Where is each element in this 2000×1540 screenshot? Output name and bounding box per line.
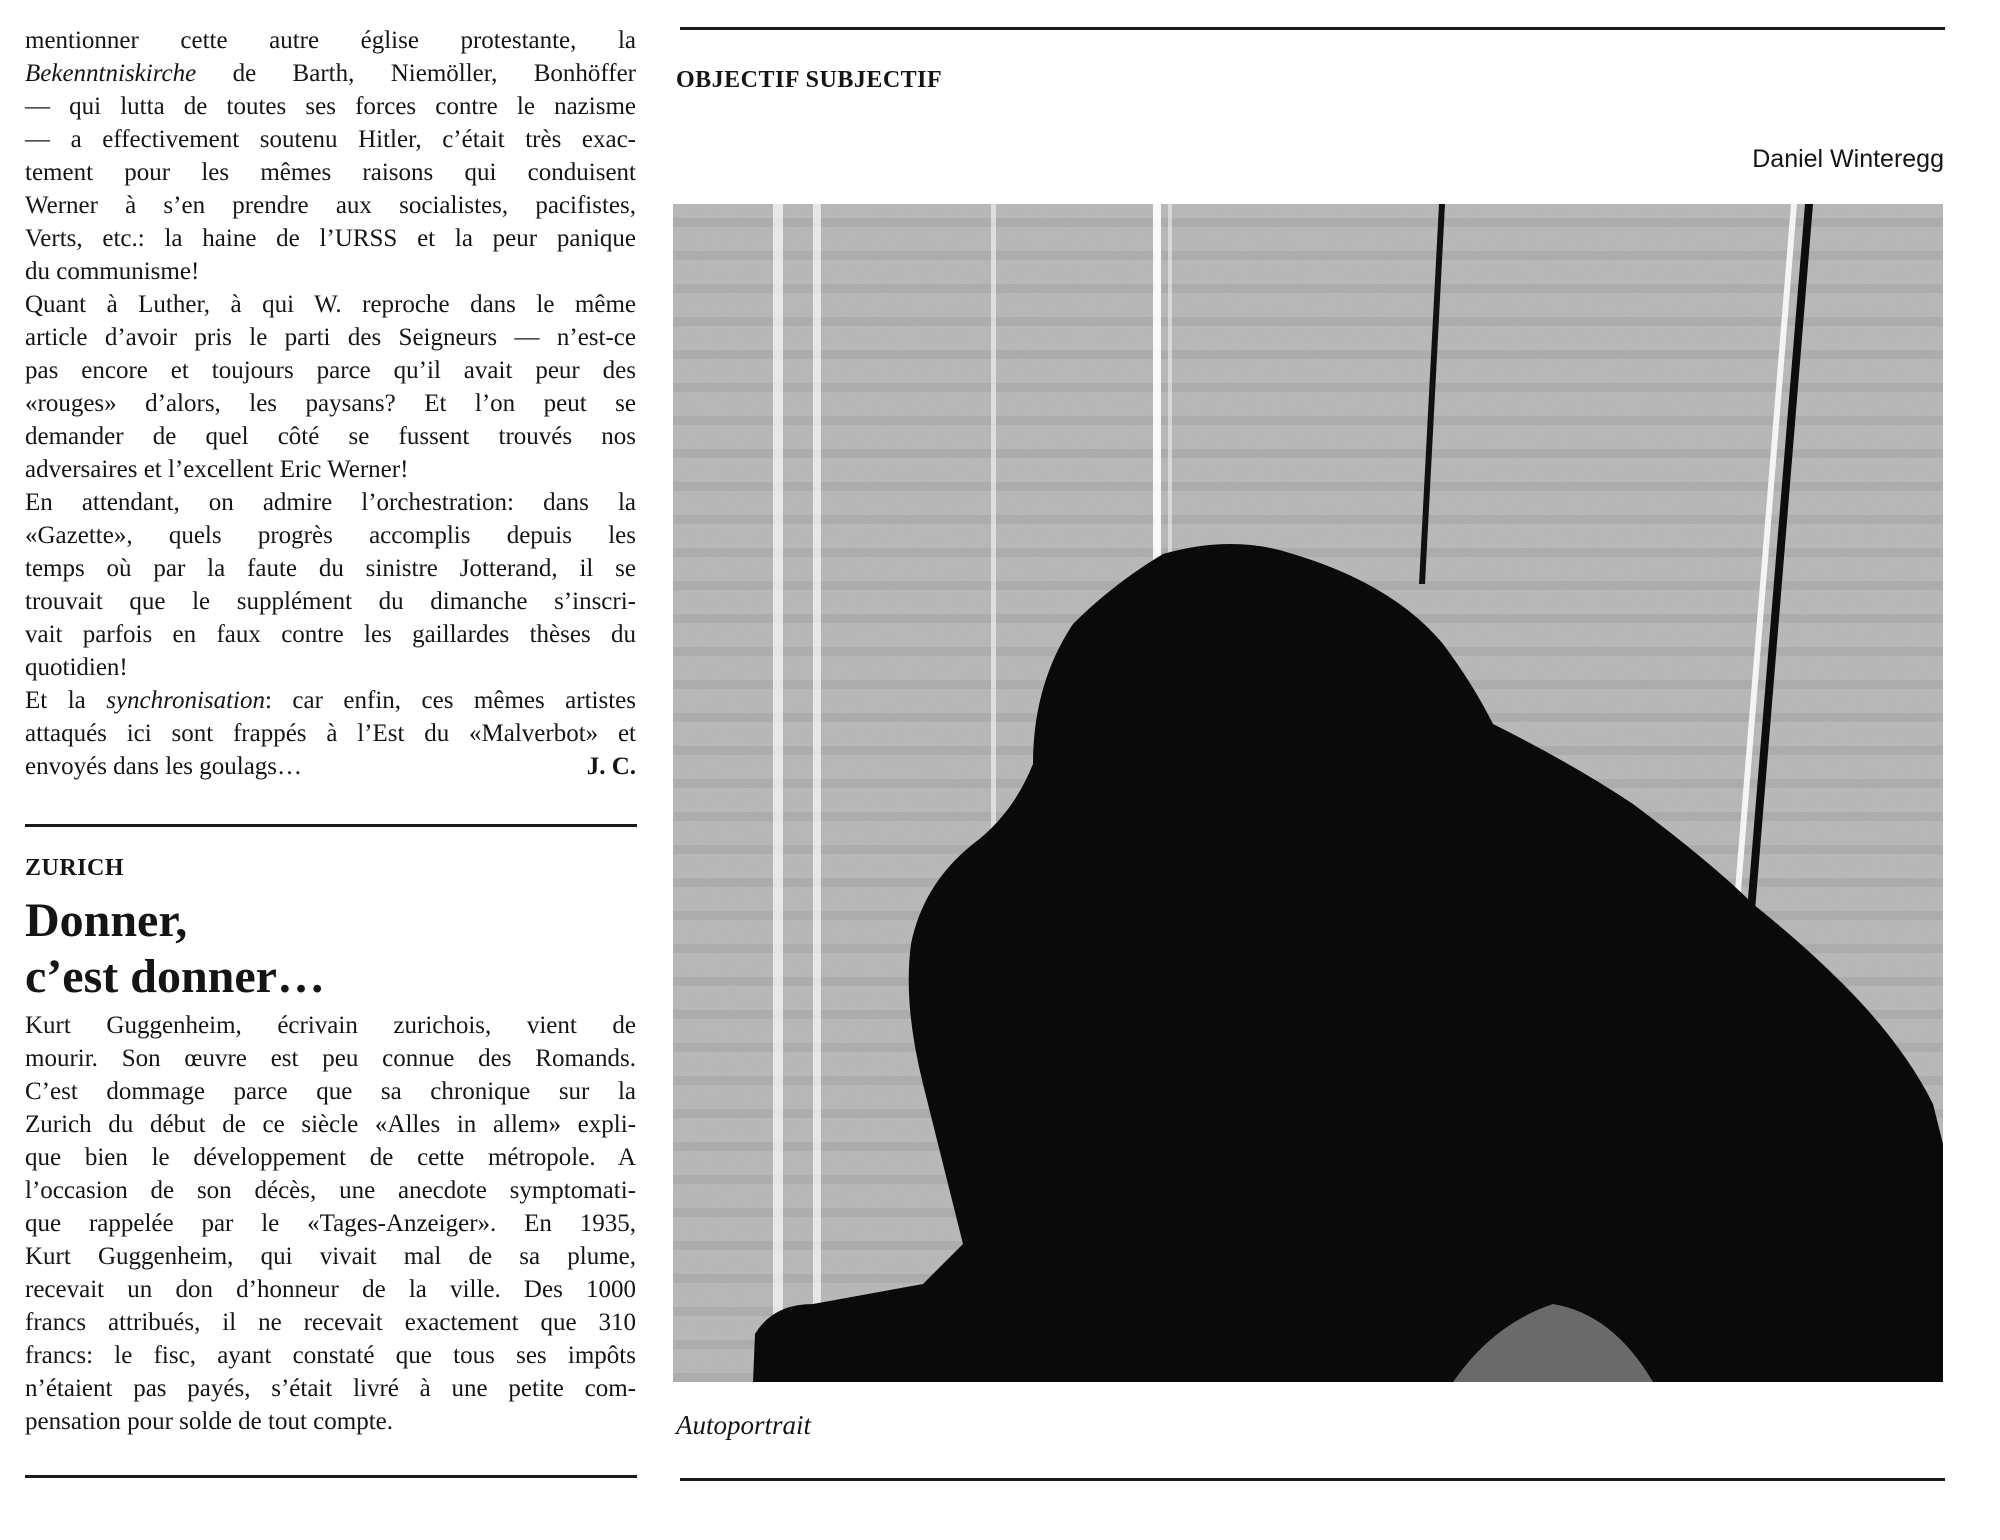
paragraph-line: — qui lutta de toutes ses forces contre le nazisme	[25, 93, 636, 120]
italic-term: Bekenntniskirche	[25, 60, 197, 87]
section-top-rule	[680, 27, 1945, 30]
paragraph-line: Werner à s’en prendre aux socialistes, pacifistes,	[25, 192, 636, 219]
article-line: que rappelée par le «Tages-Anzeiger». En 1935,	[25, 1210, 636, 1237]
article-line: que bien le développement de cette métropole. A	[25, 1144, 636, 1171]
paragraph-line: «Gazette», quels progrès accomplis depuis les	[25, 522, 636, 549]
paragraph-text: envoyés dans les goulags…	[25, 753, 303, 780]
article-line: Kurt Guggenheim, écrivain zurichois, vient de	[25, 1012, 636, 1039]
paragraph-line: article d’avoir pris le parti des Seigneurs — n’est-ce	[25, 324, 636, 351]
article-line: C’est dommage parce que sa chronique sur la	[25, 1078, 636, 1105]
author-signature: J. C.	[586, 753, 636, 780]
italic-term: synchronisation	[106, 687, 266, 714]
article-line: francs: le fisc, ayant constaté que tous ses impôts	[25, 1342, 636, 1369]
paragraph-line: Quant à Luther, à qui W. reproche dans le même	[25, 291, 636, 318]
article-line: Kurt Guggenheim, qui vivait mal de sa plume,	[25, 1243, 636, 1270]
paragraph-line: mentionner cette autre église protestante, la	[25, 27, 636, 54]
article-headline	[25, 893, 636, 1005]
paragraph-line: attaqués ici sont frappés à l’Est du «Malverbot» et	[25, 720, 636, 747]
light-streak	[773, 204, 783, 1334]
article-line: Zurich du début de ce siècle «Alles in allem» expli-	[25, 1111, 636, 1138]
paragraph-line: adversaires et l’excellent Eric Werner!	[25, 456, 409, 483]
article-line: pensation pour solde de tout compte.	[25, 1408, 393, 1435]
article-line: mourir. Son œuvre est peu connue des Romands.	[25, 1045, 636, 1072]
photo-caption: Autoportrait	[676, 1410, 812, 1440]
headline-line: Donner,	[25, 894, 188, 947]
paragraph-line	[25, 684, 636, 717]
letter-continuation	[25, 24, 636, 783]
section-kicker-zurich: ZURICH	[25, 855, 125, 881]
paragraph-text: Et la	[25, 687, 86, 714]
column-bottom-rule	[25, 1475, 637, 1478]
photo-byline: Daniel Winteregg	[1752, 145, 1944, 173]
article-line: recevait un don d’honneur de la ville. Des 1000	[25, 1276, 636, 1303]
paragraph-line: «rouges» d’alors, les paysans? Et l’on peut se	[25, 390, 636, 417]
paragraph-line	[25, 57, 636, 90]
article-line: francs attribués, il ne recevait exactement que 310	[25, 1309, 636, 1336]
article-line: l’occasion de son décès, une anecdote symptomati-	[25, 1177, 636, 1204]
paragraph-line: temps où par la faute du sinistre Jotterand, il se	[25, 555, 636, 582]
paragraph-line: demander de quel côté se fussent trouvés nos	[25, 423, 636, 450]
headline-line: c’est donner…	[25, 950, 325, 1003]
paragraph-line: du communisme!	[25, 258, 200, 285]
article-line: n’étaient pas payés, s’était livré à une petite com-	[25, 1375, 636, 1402]
paragraph-text: : car enfin, ces mêmes artistes	[265, 687, 636, 714]
paragraph-line: pas encore et toujours parce qu’il avait peur des	[25, 357, 636, 384]
self-portrait-photo	[673, 204, 1943, 1382]
paragraph-line: En attendant, on admire l’orchestration: dans la	[25, 489, 636, 516]
section-kicker-objectif: OBJECTIF SUBJECTIF	[676, 67, 943, 93]
paragraph-line: Verts, etc.: la haine de l’URSS et la peur panique	[25, 225, 636, 252]
paragraph-text: de Barth, Niemöller, Bonhöffer	[232, 60, 636, 87]
section-bottom-rule	[680, 1478, 1945, 1481]
closing-line	[25, 750, 636, 783]
light-streak	[1153, 204, 1161, 564]
paragraph-line: quotidien!	[25, 654, 128, 681]
light-streak	[813, 204, 821, 1324]
column-divider-rule	[25, 824, 637, 827]
paragraph-line: — a effectivement soutenu Hitler, c’était très exac-	[25, 126, 636, 153]
paragraph-line: tement pour les mêmes raisons qui conduisent	[25, 159, 636, 186]
paragraph-line: vait parfois en faux contre les gaillardes thèses du	[25, 621, 636, 648]
article-body	[25, 1009, 636, 1438]
paragraph-line: trouvait que le supplément du dimanche s’inscri-	[25, 588, 636, 615]
